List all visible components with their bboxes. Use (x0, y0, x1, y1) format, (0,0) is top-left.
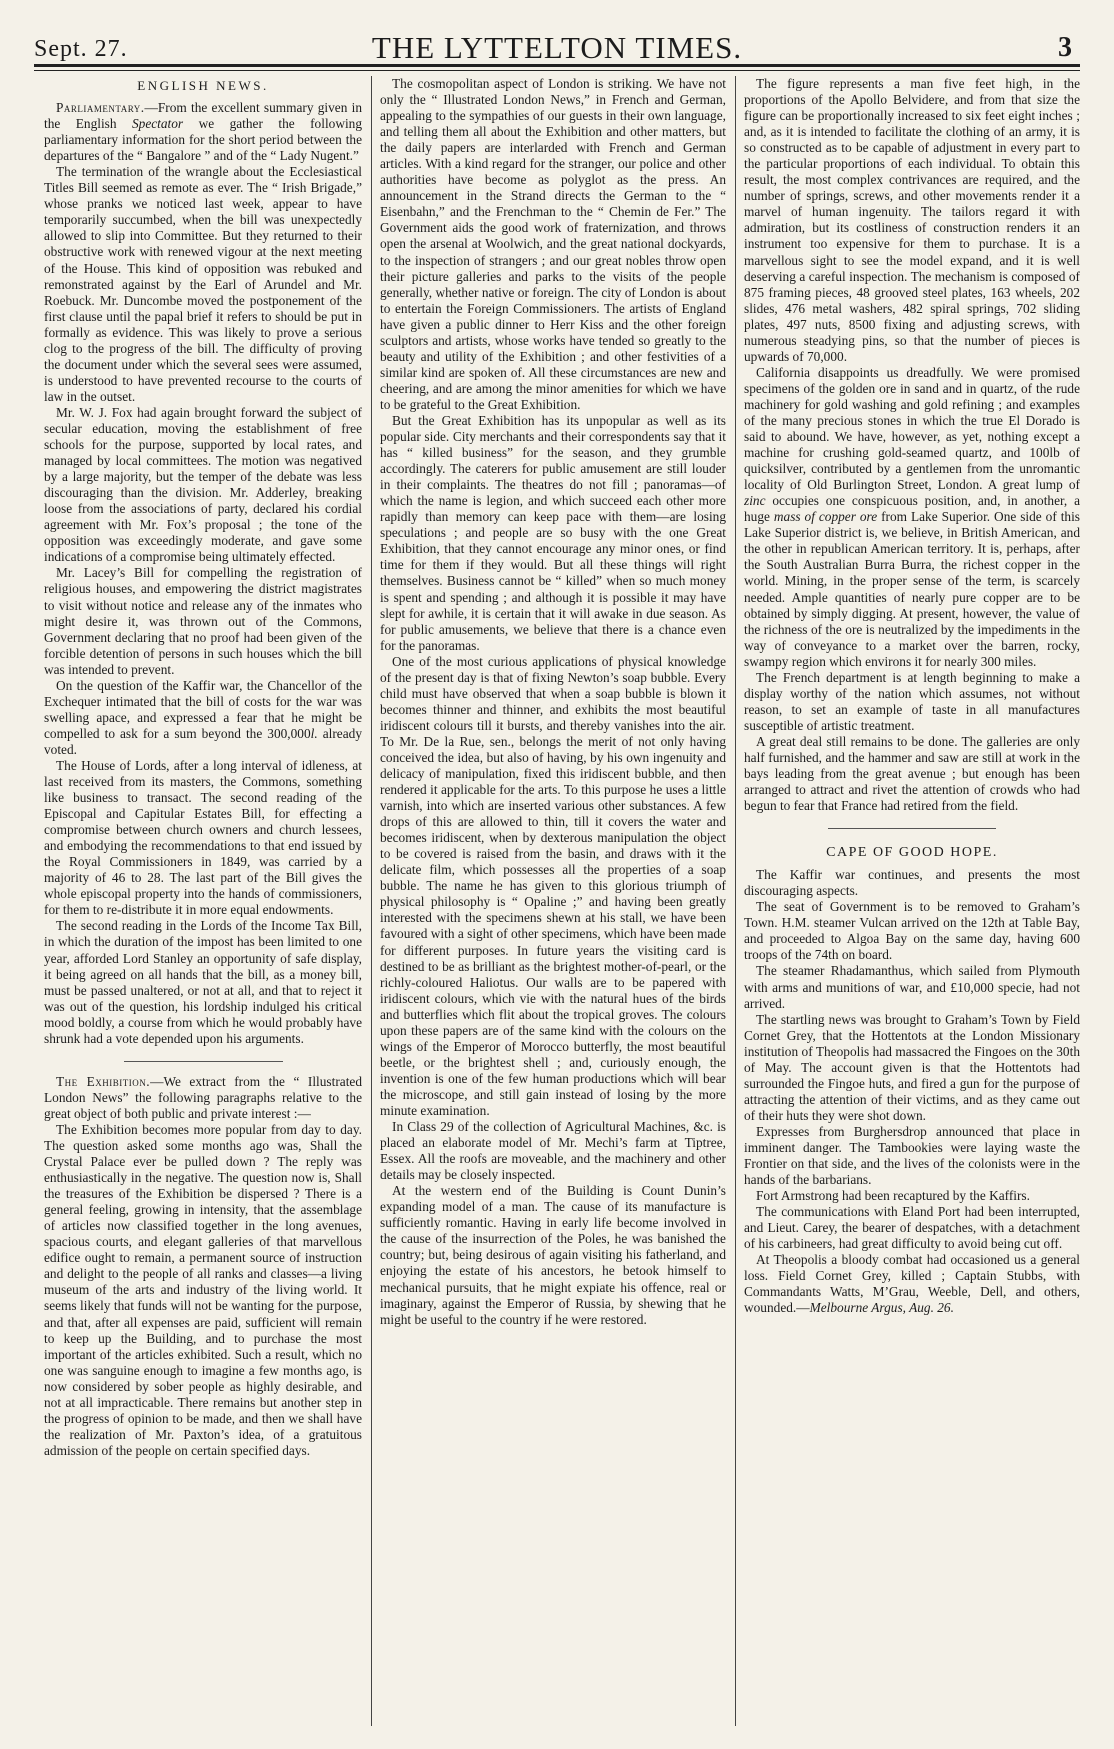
section-lead: The Exhibition. (56, 1073, 151, 1089)
article-paragraph: One of the most curious applications of physical knowledge of the present day is that of fixing Newton’s soap bubble. Every child must have observed that when a soap bubble is blown it becomes thinner and thinner, and exhibits the most beautiful iridiscent colours till it bursts, and thereby vanishes into the air. To Mr. De la Rue, sen., belongs the merit of not only having conceived the idea, but also of having, by his own ingenuity and delicacy of manipulation, fixed this iridiscent bubble, and then rendered it applicable for the arts. To this purpose he uses a little varnish, into which are inserted various other substances. A few drops of this are allowed to thin, till it covers the water and becomes iridiscent, when by dexterous manipulation the object to be covered is raised from the basin, and draws with it the delicate film, which possesses all the properties of a soap bubble. The name he has given to this glorious triumph of physical philosophy is “ Opaline ;” and having been greatly interested with the specimens shewn at his stall, we have been favoured with a sight of other specimens, which have been made for different purposes. In future years the visiting card is destined to be as brilliant as the brightest mother-of-pearl, or the richly-coloured Haliotus. Our walls are to be papered with iridiscent colours, which vie with the natural hues of the birds and butterflies which flit about the tropical groves. The colours upon these papers are of the same kind with the colours on the wings of the Emperor of Morocco butterfly, the most beautiful beetle, or the brightest shell ; and, curiously enough, the invention is one of the few human productions which will bear the microscope, and still gain instead of losing by the more minute examination. (380, 653, 726, 1118)
article-paragraph: The steamer Rhadamanthus, which sailed from Plymouth with arms and munitions of war, and £10,000 specie, had not arrived. (744, 963, 1080, 1011)
article-paragraph: The French department is at length beginning to make a display worthy of the nation which assumes, not without reason, to set an example of taste in all manufactures susceptible of artistic treatment. (744, 669, 1080, 733)
column-divider (735, 76, 736, 1726)
masthead-rule (34, 64, 1080, 67)
article-paragraph: The communications with Eland Port had been interrupted, and Lieut. Carey, the bearer of despatches, with a detachment of his carbineers, had great difficulty to avoid being cut off. (744, 1204, 1080, 1252)
article-paragraph: The second reading in the Lords of the Income Tax Bill, in which the duration of the impost has been limited to one year, afforded Lord Stanley an opportunity of safe display, it being agreed on all hands that the bill, as a money bill, must be passed unaltered, or not at all, and that to reject it was out of the question, his lordship indulged his critical mood boldly, a course from which he would probably have shrunk had a vote depended upon his arguments. (44, 918, 362, 1046)
source-citation: Melbourne Argus, Aug. 26. (809, 1300, 954, 1316)
article-paragraph: The startling news was brought to Graham’s Town by Field Cornet Grey, that the Hottentots at the London Missionary institution of Theopolis had massacred the Fingoes on the 30th of May. The account given is that the Hottentots had surrounded the Fingoe huts, and fired a gun for the purpose of attracting the attention of their victims, and as they came out of their huts they were shot down. (744, 1011, 1080, 1123)
section-lead: Parliamentary. (56, 100, 145, 116)
article-paragraph: The termination of the wrangle about the Ecclesiastical Titles Bill seemed as remote as ever. The “ Irish Brigade,” whose pranks we noticed last week, appear to have temporarily succumbed, when the bill was unexpectedly allowed to slip into Committee. But they returned to their obstructive work with renewed vigour at the next meeting of the House. This kind of opposition was rebuked and remonstrated against by the Earl of Arundel and Mr. Roebuck. Mr. Duncombe moved the postponement of the first clause until the papal brief it refers to should be put in formally as evidence. This was likely to prove a serious clog to the progress of the bill. The difficulty of proving the document under which the several sees were assumed, is understood to have prevented recourse to the courts of law in the outset. (44, 164, 362, 404)
article-paragraph: Mr. W. J. Fox had again brought forward the subject of secular education, moving the establishment of free schools for the purpose, supported by local rates, and managed by local committees. The motion was negatived by a large majority, but the temper of the debate was less discouraging than the division. Mr. Adderley, breaking loose from the associations of party, declared his cordial agreement with Mr. Fox’s proposal ; the tone of the opposition was exceedingly moderate, and gave some indications of a compromise being ultimately effected. (44, 404, 362, 565)
english-news-heading: ENGLISH NEWS. (137, 78, 269, 93)
text-run: On the question of the Kaffir war, the Chancellor of the Exchequer intimated that the bill of costs for the war was swelling apace, and expressed a fear that he might be compelled to ask for a sum beyond the 300,000 (44, 677, 362, 741)
text-run: occupies one conspicuous position, and, in another, a huge (744, 493, 1080, 525)
italic-run: l. (310, 725, 318, 741)
masthead (34, 10, 1080, 66)
article-paragraph: The figure represents a man five feet high, in the proportions of the Apollo Belvidere, and from that size the figure can be proportionally increased to six feet eight inches ; and, as it is intended to facilitate the clothing of an army, it is so constructed as to be capable of adjustment in every part to the particular proportions of each individual. To obtain this result, the most complex contrivances are required, and the number of springs, screws, and other movements render it a marvel of human ingenuity. The tailors regard it with admiration, but its costliness of construction renders it an instrument too expensive for them to purchase. It is a marvellous sight to see the model expand, and it is well deserving a careful inspection. The mechanism is composed of 875 framing pieces, 48 grooved steel plates, 163 wheels, 202 slides, 476 metal washers, 482 spiral springs, 702 sliding plates, 497 nuts, 8500 fixing and adjusting screws, with numerous steadying pins, so that the number of pieces is upwards of 70,000. (744, 76, 1080, 364)
article-paragraph (744, 365, 1080, 670)
article-paragraph: A great deal still remains to be done. The galleries are only half furnished, and the hammer and saw are still at work in the bays leading from the great avenue ; but enough has been arranged to attract and rivet the attention of crowds who had begun to fear that France had retired from the field. (744, 733, 1080, 814)
column-2 (380, 76, 726, 1726)
article-paragraph: Fort Armstrong had been recaptured by the Kaffirs. (756, 1188, 1030, 1204)
section-separator (124, 1061, 283, 1062)
section-separator (828, 828, 996, 829)
italic-run: Spectator (131, 116, 184, 132)
article-paragraph: The Kaffir war continues, and presents the most discouraging aspects. (744, 867, 1080, 899)
article-paragraph: At the western end of the Building is Count Dunin’s expanding model of a man. The cause of its manufacture is sufficiently romantic. Having in early life become involved in the cause of the insurrection of the Poles, he was banished the country; but, being desirous of again visiting his fatherland, and enjoying the estate of his ancestors, he betook himself to mechanical pursuits, that he might expiate his offence, real or imaginary, against the Emperor of Russia, by shewing that he might be useful to the country if he were restored. (380, 1183, 726, 1327)
article-paragraph: The House of Lords, after a long interval of idleness, at last received from its masters, the Commons, something like business to transact. The second reading of the Episcopal and Capitular Estates Bill, for effecting a compromise between church owners and church lessees, and embodying the recommendations to that end issued by the Royal Commissioners in 1849, was carried by a majority of 46 to 28. The last part of the Bill gives the whole episcopal property into the hands of commissioners, for them to re-distribute it in more equal endowments. (44, 757, 362, 918)
article-paragraph (44, 100, 362, 164)
newspaper-title: THE LYTTELTON TIMES. (371, 30, 743, 65)
article-paragraph: But the Great Exhibition has its unpopular as well as its popular side. City merchants and their correspondents say that it has “ killed business” for the season, and they grumble accordingly. The caterers for public amusement are still louder in their complaints. The theatres do not fill ; panoramas—of which the name is legion, and which succeed each other more rapidly than memory can keep pace with them—are losing speculations ; and people are so busy with the one Great Exhibition, that they cannot encourage any minor ones, or find time for them if they would. But all these things will right themselves. Business cannot be “ killed” when so much money is spent and spending ; and although it is possible it may have slept for awhile, it is certain that it will awake in due season. As for public amusements, we believe that there is a chance even for the panoramas. (380, 412, 726, 653)
column-divider (371, 76, 372, 1726)
text-run: from Lake Superior. One side of this Lake Superior district is, we believe, in British American, and the other in republican American territory. It is, perhaps, after the South Australian Burra Burra, the richest copper in the world. Mining, in the proper sense of the term, is scarcely needed. Ample quantities of nearly pure copper are to be obtained by simply digging. At present, however, the value of the richness of the ore is neutralized by the impediments in the way of conveyance to a market over the barren, rocky, swampy region which environs it for nearly 300 miles. (744, 509, 1080, 669)
text-run: —We extract from the “ Illustrated London News” the following paragraphs relative to the great object of both public and private interest :— (44, 1073, 362, 1121)
text-run: California disappoints us dreadfully. We were promised specimens of the golden ore in sand and in quartz, of the rude machinery for gold washing and gold refining ; and examples of the many precious stones in which the true El Dorado is said to abound. We have, however, as yet, nothing except a machine for crushing gold-seamed quartz, and 100lb of quicksilver, contributed by a gentlemen from the unromantic locality of Old Burlington Street, London. A great lump of (744, 364, 1080, 493)
article-paragraph (744, 1252, 1080, 1316)
issue-date: Sept. 27. (34, 36, 128, 62)
page-number: 3 (1058, 32, 1072, 63)
article-paragraph (44, 1074, 362, 1122)
article-paragraph: The Exhibition becomes more popular from day to day. The question asked some months ago was, Shall the Crystal Palace ever be pulled down ? The reply was enthusiastically in the negative. The question now is, Shall the treasures of the Exhibition be dispersed ? There is a general feeling, growing in intensity, that the assemblage of articles now classified together in the long avenues, spacious courts, and elegant galleries of that marvellous edifice ought to remain, a permanent source of instruction and delight to the people of all ranks and classes—a living museum of the arts and industry of the living world. It seems likely that funds will not be wanting for the purpose, and that, after all expenses are paid, sufficient will remain to keep up the Building, and to purchase the most important of the articles exhibited. Such a result, which no one was sanguine enough to imagine a few months ago, is now considered by sober people as highly desirable, and not at all impracticable. There remains but another step in the progress of opinion to be made, and then we shall have the realization of Mr. Paxton’s idea, of a gratuitous admission of the people on certain specified days. (44, 1121, 362, 1458)
cape-heading: CAPE OF GOOD HOPE. (826, 845, 998, 861)
article-paragraph: In Class 29 of the collection of Agricultural Machines, &c. is placed an elaborate model of Mr. Mechi’s farm at Tiptree, Essex. All the roofs are moveable, and the machinery and other details may be closely inspected. (380, 1119, 726, 1183)
text-run: already voted. (44, 725, 362, 757)
column-3 (744, 76, 1080, 1726)
article-paragraph: The seat of Government is to be removed to Graham’s Town. H.M. steamer Vulcan arrived on the 12th at Table Bay, and proceeded to Algoa Bay on the same day, having 600 troops of the 74th on board. (744, 899, 1080, 963)
article-paragraph: Mr. Lacey’s Bill for compelling the registration of religious houses, and empowering the district magistrates to visit without notice and release any of the inmates who might desire it, was thrown out of the Commons, Government declaring that no proof had been given of the forcible detention of persons in such houses which the bill was intended to prevent. (44, 565, 362, 677)
italic-run: zinc (744, 493, 766, 509)
article-paragraph: The cosmopolitan aspect of London is striking. We have not only the “ Illustrated London News,” in French and German, appealing to the sympathies of our guests in their own language, and telling them all about the Exhibition and other matters, but the daily papers are interlarded with French and German articles. With a kind regard for the stranger, our police and other authorities have become as polyglot as the press. An announcement in the Strand directs the German to the “ Eisenbahn,” and the Frenchman to the “ Chemin de Fer.” The Government aids the good work of fraternization, and throws open the arsenal at Woolwich, and the great national dockyards, to the inspection of strangers ; and our great nobles throw open their picture galleries and parks to the visits of the people generally, whether native or foreign. The city of London is about to entertain the Foreign Commissioners. The artists of England have given a public dinner to Herr Kiss and the other foreign sculptors and artists, whose works have tended so greatly to the beauty and utility of the Exhibition ; and other festivities of a similar kind are spoken of. All these circumstances are new and cheering, and are among the minor amenities for which we have to be grateful to the Great Exhibition. (380, 76, 726, 412)
text-run: —From the excellent summary given in the English (44, 100, 362, 132)
column-1 (44, 76, 362, 1726)
article-paragraph: Expresses from Burghersdrop announced that place in imminent danger. The Tambookies were laying waste the Frontier on that side, and the lives of the colonists were in the hands of the barbarians. (744, 1123, 1080, 1188)
masthead-rule-thin (34, 70, 1080, 71)
italic-run: mass of copper ore (773, 509, 878, 525)
text-run: we gather the following parliamentary information for the short period between the departures of the “ Bangalore ” and of the “ Lady Nugent.” (44, 116, 362, 164)
article-paragraph (44, 678, 362, 758)
text-run: At Theopolis a bloody combat had occasioned us a general loss. Field Cornet Grey, killed ; Captain Stubbs, with Commandants Watts, M’Grau, Weeble, Dell, and others, wounded.— (744, 1252, 1080, 1316)
